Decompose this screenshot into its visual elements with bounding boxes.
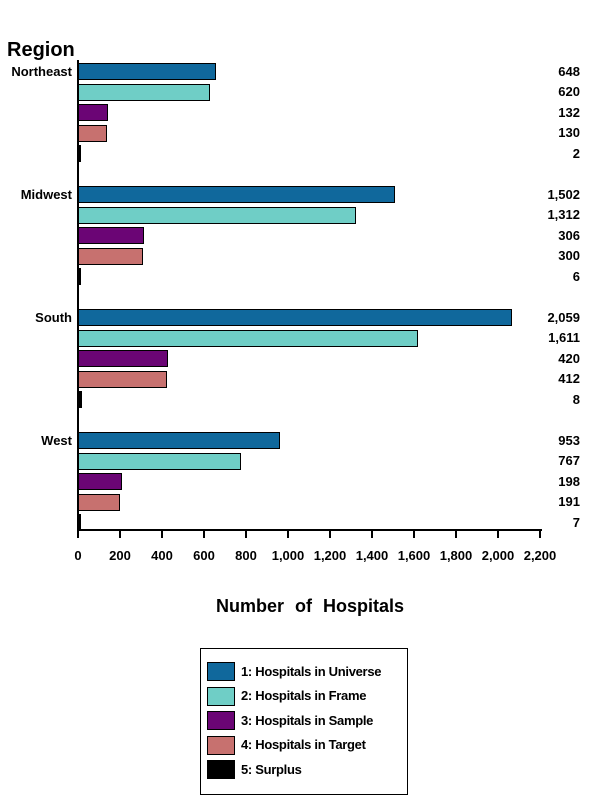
value-label-northeast-series-5: 2 bbox=[572, 145, 580, 161]
legend-label-1: 1: Hospitals in Universe bbox=[241, 663, 382, 679]
bar-midwest-series-3 bbox=[78, 227, 144, 244]
value-label-northeast-series-1: 648 bbox=[558, 63, 580, 79]
category-label-south: South bbox=[35, 309, 72, 325]
x-axis-tick bbox=[329, 531, 331, 538]
bar-northeast-series-5 bbox=[78, 145, 81, 162]
x-axis-tick bbox=[371, 531, 373, 538]
legend-swatch-2 bbox=[207, 687, 235, 706]
bar-midwest-series-1 bbox=[78, 186, 395, 203]
value-label-west-series-4: 191 bbox=[558, 494, 580, 509]
category-label-midwest: Midwest bbox=[20, 186, 72, 202]
bar-west-series-4 bbox=[78, 494, 120, 511]
x-axis-title: Number of Hospitals bbox=[215, 596, 405, 616]
x-axis-tick-label: 1,400 bbox=[355, 548, 389, 563]
legend-swatch-5 bbox=[207, 760, 235, 779]
legend-label-3: 3: Hospitals in Sample bbox=[241, 712, 374, 728]
value-label-south-series-2: 1,611 bbox=[548, 330, 580, 345]
value-label-west-series-5: 7 bbox=[572, 514, 580, 530]
x-axis-tick bbox=[203, 531, 205, 538]
x-axis-tick-label: 1,600 bbox=[397, 548, 431, 563]
legend-label-4: 4: Hospitals in Target bbox=[241, 737, 366, 752]
legend-label-2: 2: Hospitals in Frame bbox=[241, 688, 367, 703]
x-axis-tick bbox=[539, 531, 541, 538]
bar-south-series-2 bbox=[78, 330, 418, 347]
legend-swatch-3 bbox=[207, 711, 235, 730]
x-axis-line bbox=[77, 529, 542, 531]
category-label-northeast: Northeast bbox=[11, 63, 72, 79]
x-axis-tick bbox=[161, 531, 163, 538]
value-label-midwest-series-1: 1,502 bbox=[547, 186, 580, 202]
value-label-south-series-1: 2,059 bbox=[547, 309, 580, 325]
value-label-northeast-series-2: 620 bbox=[558, 84, 580, 99]
bar-northeast-series-1 bbox=[78, 63, 216, 80]
bar-west-series-1 bbox=[78, 432, 280, 449]
y-axis-title: Region bbox=[7, 39, 75, 61]
bar-northeast-series-4 bbox=[78, 125, 107, 142]
legend-swatch-1 bbox=[207, 662, 235, 681]
value-label-south-series-5: 8 bbox=[572, 391, 580, 407]
category-label-west: West bbox=[41, 432, 72, 448]
bar-northeast-series-3 bbox=[78, 104, 108, 121]
value-label-midwest-series-4: 300 bbox=[558, 248, 580, 263]
x-axis-tick-label: 0 bbox=[74, 548, 82, 563]
bar-south-series-3 bbox=[78, 350, 168, 367]
bar-west-series-5 bbox=[78, 514, 81, 531]
x-axis-tick bbox=[119, 531, 121, 538]
x-axis-tick bbox=[245, 531, 247, 538]
x-axis-tick-label: 1,800 bbox=[439, 548, 473, 563]
x-axis-tick-label: 2,000 bbox=[481, 548, 515, 563]
x-axis-tick-label: 600 bbox=[193, 548, 215, 563]
value-label-west-series-3: 198 bbox=[558, 473, 580, 489]
value-label-midwest-series-3: 306 bbox=[558, 227, 580, 243]
legend bbox=[200, 648, 408, 795]
bar-midwest-series-4 bbox=[78, 248, 143, 265]
bar-west-series-2 bbox=[78, 453, 241, 470]
legend-label-5: 5: Surplus bbox=[241, 761, 302, 777]
x-axis-tick bbox=[287, 531, 289, 538]
value-label-south-series-4: 412 bbox=[558, 371, 580, 386]
x-axis-tick-label: 2,200 bbox=[523, 548, 557, 563]
x-axis-tick bbox=[77, 531, 79, 538]
bar-northeast-series-2 bbox=[78, 84, 210, 101]
bar-south-series-4 bbox=[78, 371, 167, 388]
bar-midwest-series-5 bbox=[78, 268, 81, 285]
x-axis-tick bbox=[497, 531, 499, 538]
legend-swatch-4 bbox=[207, 736, 235, 755]
value-label-northeast-series-4: 130 bbox=[558, 125, 580, 140]
value-label-west-series-1: 953 bbox=[558, 432, 580, 448]
value-label-midwest-series-2: 1,312 bbox=[547, 207, 580, 222]
x-axis-tick-label: 1,200 bbox=[313, 548, 347, 563]
value-label-midwest-series-5: 6 bbox=[572, 268, 580, 284]
bar-midwest-series-2 bbox=[78, 207, 356, 224]
bar-west-series-3 bbox=[78, 473, 122, 490]
value-label-northeast-series-3: 132 bbox=[558, 104, 580, 120]
value-label-south-series-3: 420 bbox=[558, 350, 580, 366]
bar-south-series-1 bbox=[78, 309, 512, 326]
x-axis-tick bbox=[413, 531, 415, 538]
x-axis-tick-label: 800 bbox=[235, 548, 257, 563]
value-label-west-series-2: 767 bbox=[558, 453, 580, 468]
bar-south-series-5 bbox=[78, 391, 82, 408]
x-axis-tick-label: 1,000 bbox=[271, 548, 305, 563]
x-axis-tick-label: 400 bbox=[151, 548, 173, 563]
x-axis-tick-label: 200 bbox=[109, 548, 131, 563]
x-axis-tick bbox=[455, 531, 457, 538]
